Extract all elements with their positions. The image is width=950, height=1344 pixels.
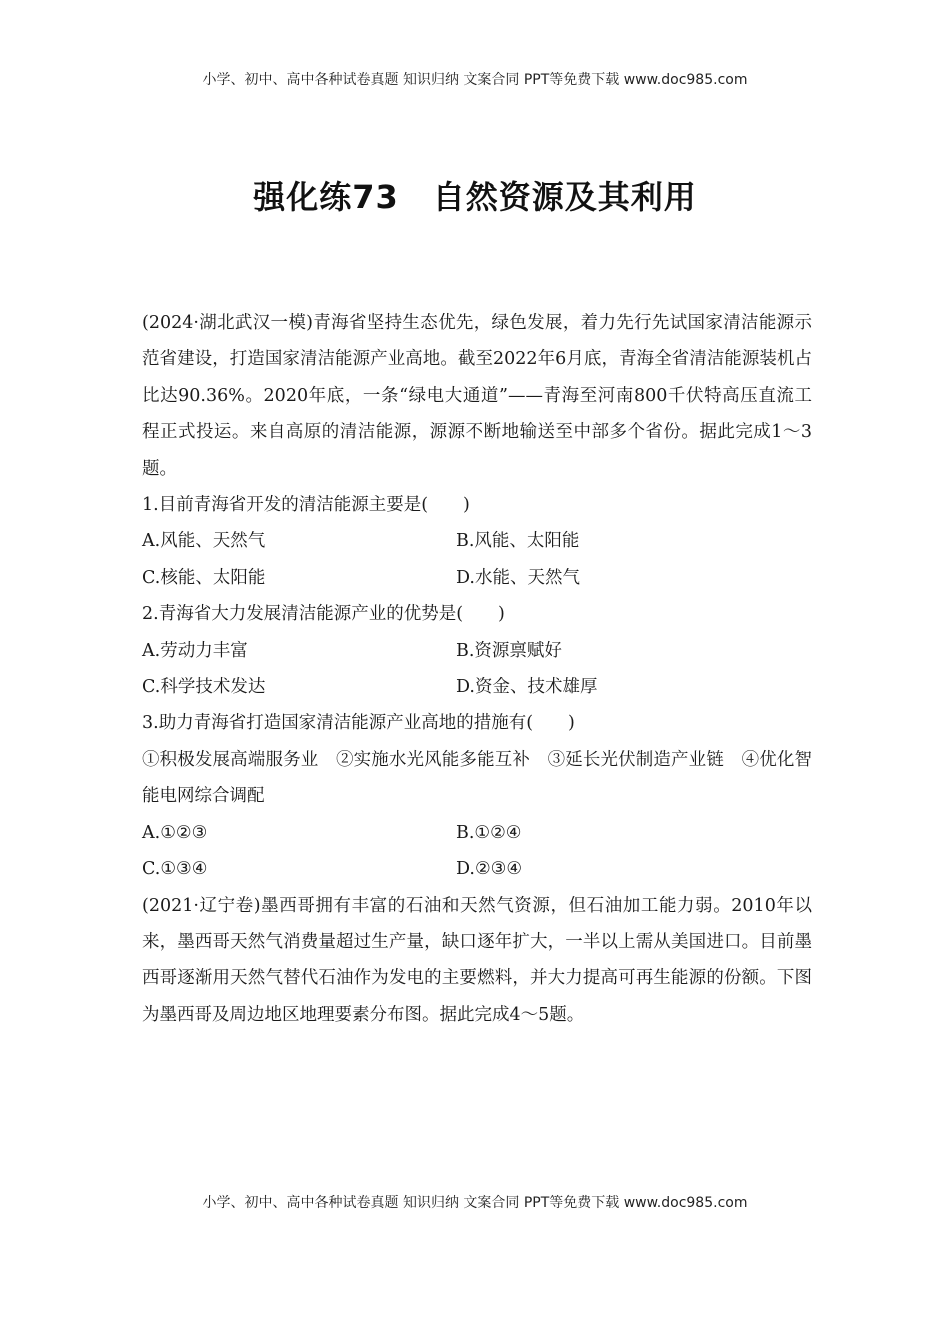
option-d: D.水能、天然气 [456, 567, 580, 588]
option-d: D.资金、技术雄厚 [456, 677, 598, 698]
question-stem: 3.助力青海省打造国家清洁能源产业高地的措施有( ) [142, 713, 575, 734]
question-1 [142, 487, 812, 596]
title-number: 强化练73 [253, 178, 399, 216]
option-d: D.②③④ [456, 859, 523, 880]
question-stem: 2.青海省大力发展清洁能源产业的优势是( ) [142, 604, 505, 625]
option-b: B.风能、太阳能 [456, 531, 580, 552]
question-3 [142, 705, 812, 887]
passage-mexico: (2021·辽宁卷)墨西哥拥有丰富的石油和天然气资源，但石油加工能力弱。2010年以来，墨西哥天然气消费量超过生产量，缺口逐年扩大，一半以上需从美国进口。目前墨西哥逐渐用天然气替代石油作为发电的主要燃料，并大力提高可再生能源的份额。下图为墨西哥及周边地区地理要素分布图。据此完成4～5题。 [142, 895, 812, 1025]
document-body [142, 305, 812, 1033]
option-a: A.劳动力丰富 [142, 640, 248, 661]
question-2 [142, 596, 812, 705]
page-header: 小学、初中、高中各种试卷真题 知识归纳 文案合同 PPT等免费下载 www.doc985.com [202, 72, 748, 88]
passage-qinghai: (2024·湖北武汉一模)青海省坚持生态优先，绿色发展，着力先行先试国家清洁能源示范省建设，打造国家清洁能源产业高地。截至2022年6月底，青海全省清洁能源装机占比达90.36%。2020年底，一条“绿电大通道”——青海至河南800千伏特高压直流工程正式投运。来自高原的清洁能源，源源不断地输送至中部多个省份。据此完成1～3题。 [142, 313, 812, 479]
option-b: B.①②④ [456, 822, 522, 843]
question-stem: 1.目前青海省开发的清洁能源主要是( ) [142, 495, 470, 516]
title-topic: 自然资源及其利用 [432, 178, 697, 216]
page-footer: 小学、初中、高中各种试卷真题 知识归纳 文案合同 PPT等免费下载 www.doc985.com [202, 1195, 748, 1211]
question-statements: ①积极发展高端服务业 ②实施水光风能多能互补 ③延长光伏制造产业链 ④优化智能电网综合调配 [142, 749, 812, 807]
option-c: C.科学技术发达 [142, 677, 266, 698]
option-b: B.资源禀赋好 [456, 640, 562, 661]
option-c: C.①③④ [142, 859, 208, 880]
option-c: C.核能、太阳能 [142, 567, 266, 588]
option-a: A.风能、天然气 [142, 531, 266, 552]
page-title [0, 172, 950, 218]
option-a: A.①②③ [142, 822, 208, 843]
